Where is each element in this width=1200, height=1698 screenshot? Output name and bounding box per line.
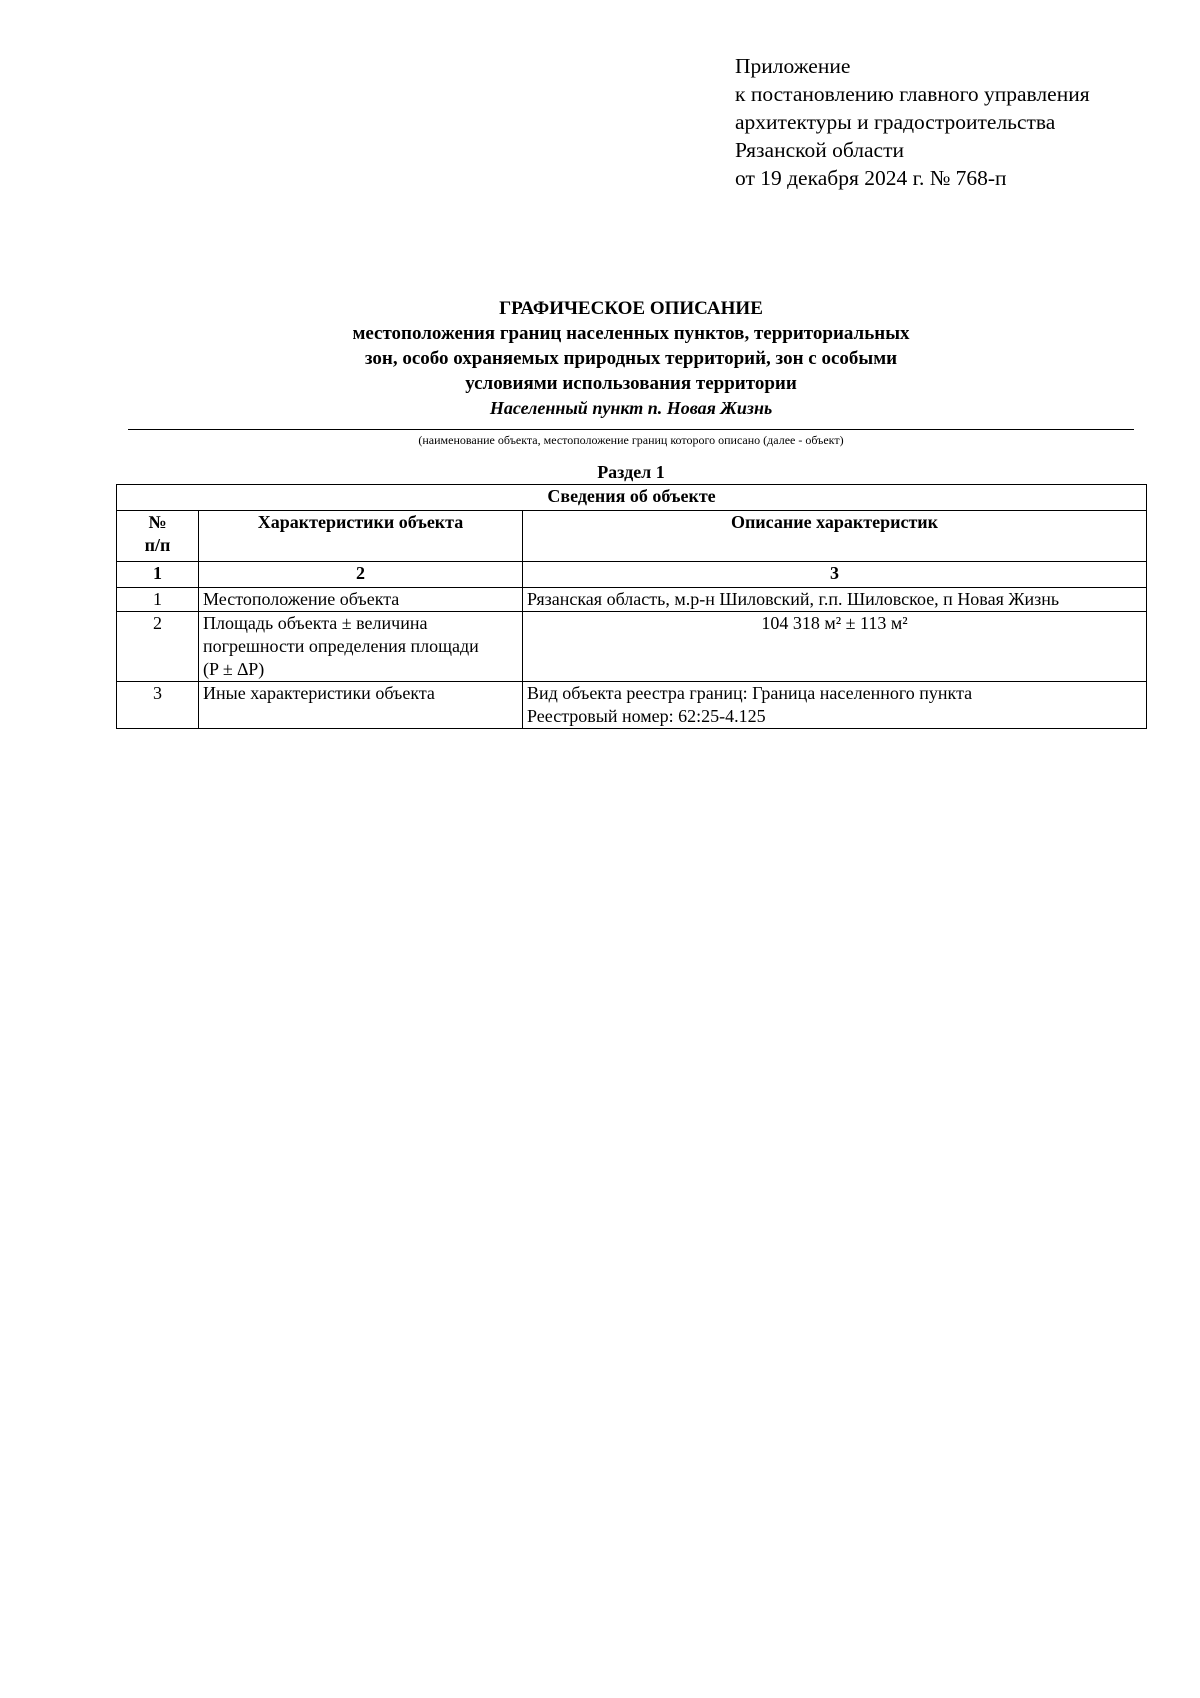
header-num-line: №: [148, 512, 167, 532]
row-number: 3: [117, 682, 199, 729]
header-description: Описание характеристик: [523, 511, 1147, 562]
table-row: [117, 612, 1147, 682]
cell-line: (P ± ∆P): [203, 659, 265, 679]
object-name-underline: [128, 429, 1134, 430]
cell-line: 104 318 м² ± 113 м²: [761, 613, 908, 633]
appendix-line: Рязанской области: [735, 138, 904, 162]
row-number: 1: [117, 588, 199, 612]
row-characteristic: [199, 682, 523, 729]
row-description: [523, 588, 1147, 612]
appendix-block: [735, 52, 1090, 192]
row-description: [523, 612, 1147, 682]
cell-line: Иные характеристики объекта: [203, 683, 435, 703]
document-title: ГРАФИЧЕСКОЕ ОПИСАНИЕ: [499, 298, 763, 319]
table-row: [117, 682, 1147, 729]
table-caption: Сведения об объекте: [117, 485, 1147, 511]
cell-line: Местоположение объекта: [203, 589, 400, 609]
object-info-table: [116, 484, 1147, 729]
header-characteristic: Характеристики объекта: [199, 511, 523, 562]
cell-line: Реестровый номер: 62:25-4.125: [527, 706, 766, 726]
row-characteristic: [199, 612, 523, 682]
column-number: 3: [523, 562, 1147, 588]
row-characteristic: [199, 588, 523, 612]
object-name-caption: (наименование объекта, местоположение границ которого описано (далее - объект): [418, 433, 844, 447]
column-number-row: [117, 562, 1147, 588]
cell-line: Вид объекта реестра границ: Граница населенного пункта: [527, 683, 973, 703]
row-description: [523, 682, 1147, 729]
document-subtitle-line: условиями использования территории: [465, 373, 797, 394]
table-header-row: [117, 511, 1147, 562]
document-subtitle-line: местоположения границ населенных пунктов, территориальных: [352, 323, 910, 344]
header-num: [117, 511, 199, 562]
cell-line: Рязанская область, м.р-н Шиловский, г.п. Шиловское, п Новая Жизнь: [527, 589, 1060, 609]
document-title-block: [128, 296, 1134, 421]
section-title: Раздел 1: [597, 462, 665, 482]
column-number: 1: [117, 562, 199, 588]
appendix-line: архитектуры и градостроительства: [735, 110, 1056, 134]
header-num-line: п/п: [144, 535, 171, 555]
cell-line: погрешности определения площади: [203, 636, 479, 656]
object-name: Населенный пункт п. Новая Жизнь: [489, 398, 773, 418]
row-number: 2: [117, 612, 199, 682]
cell-line: Площадь объекта ± величина: [203, 613, 428, 633]
appendix-line: от 19 декабря 2024 г. № 768-п: [735, 166, 1007, 190]
column-number: 2: [199, 562, 523, 588]
table-row: [117, 588, 1147, 612]
appendix-line: к постановлению главного управления: [735, 82, 1090, 106]
table-caption-row: [117, 485, 1147, 511]
appendix-line: Приложение: [735, 54, 851, 78]
document-subtitle-line: зон, особо охраняемых природных территорий, зон с особыми: [364, 348, 898, 369]
